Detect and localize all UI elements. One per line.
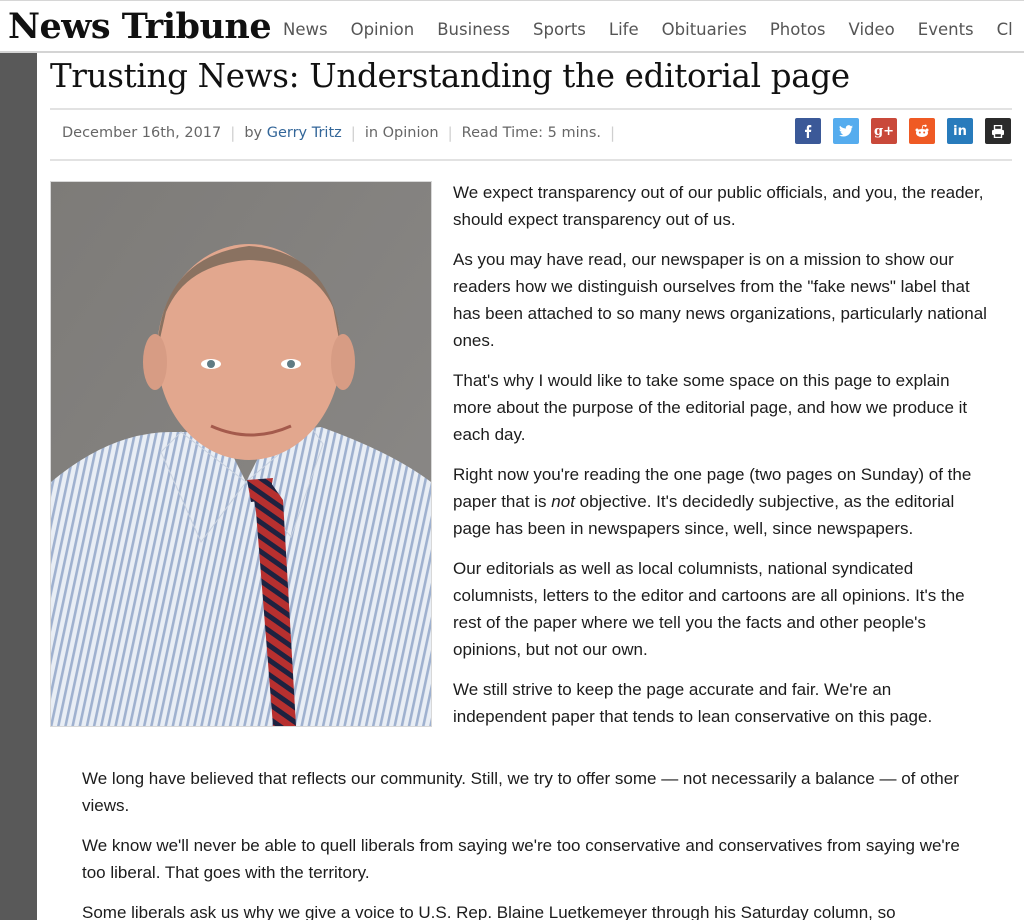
reddit-icon	[914, 124, 930, 138]
paragraph: We expect transparency out of our public officials, and you, the reader, should expect transparency out of us.	[453, 183, 984, 229]
paragraph: We know we'll never be able to quell liberals from saying we're too conservative and conservatives from saying we're too liberal. That goes with the territory.	[82, 836, 960, 882]
paragraph: Our editorials as well as local columnists, national syndicated columnists, letters to the editor and cartoons are all opinions. It's the rest of the paper where we tell you the facts and other people's opinions, but not our own.	[453, 559, 965, 659]
nav-news[interactable]: News	[283, 19, 328, 39]
nav-events[interactable]: Events	[917, 19, 974, 39]
portrait-image	[51, 182, 431, 726]
print-icon	[991, 125, 1005, 138]
meta-separator: |	[447, 124, 453, 142]
nav-life[interactable]: Life	[608, 19, 639, 39]
paragraph	[453, 461, 987, 542]
google-plus-share-button[interactable]	[871, 118, 897, 144]
site-logo[interactable]: News Tribune	[8, 6, 272, 47]
left-sidebar-strip	[0, 53, 37, 920]
paragraph: As you may have read, our newspaper is on a mission to show our readers how we distinguish ourselves from the "fake news" label that has been attached to so many news organizations, particularly national ones.	[453, 250, 987, 350]
read-time: Read Time: 5 mins.	[461, 125, 602, 141]
nav-sports[interactable]: Sports	[533, 19, 586, 39]
paragraph-text: We still strive to keep the page accurate and fair. We're an	[453, 680, 892, 699]
reddit-share-button[interactable]	[909, 118, 935, 144]
meta-separator: |	[350, 124, 356, 142]
author-link[interactable]: Gerry Tritz	[266, 125, 342, 141]
linkedin-icon: in	[953, 123, 967, 139]
main-nav	[283, 1, 1024, 53]
linkedin-share-button[interactable]	[947, 118, 973, 144]
google-plus-icon: g+	[874, 123, 894, 139]
nav-business[interactable]: Business	[437, 19, 510, 39]
article	[37, 53, 1024, 920]
paragraph: Some liberals ask us why we give a voice to U.S. Rep. Blaine Luetkemeyer through his Saturday column, so	[82, 903, 896, 920]
category-link[interactable]: Opinion	[382, 125, 439, 141]
share-buttons	[795, 118, 1023, 144]
twitter-icon	[839, 125, 853, 137]
divider	[50, 159, 1012, 161]
paragraph-text: independent paper that tends to lean conservative on this page.	[453, 707, 933, 726]
paragraph: That's why I would like to take some space on this page to explain more about the purpose of the editorial page, and how we produce it each day.	[453, 371, 968, 444]
facebook-icon	[801, 124, 815, 138]
paragraph	[453, 676, 987, 730]
author-photo	[50, 181, 432, 727]
by-label: by	[244, 125, 263, 141]
paragraph-text: objective. It's decidedly subjective, as the editorial page has been in newspapers since, well, since newspapers.	[453, 492, 955, 538]
emphasis: not	[551, 492, 575, 511]
nav-opinion[interactable]: Opinion	[350, 19, 415, 39]
paragraph: We long have believed that reflects our community. Still, we try to offer some — not necessarily a balance — of other views.	[82, 769, 959, 815]
twitter-share-button[interactable]	[833, 118, 859, 144]
article-body-continued	[82, 765, 987, 920]
nav-video[interactable]: Video	[848, 19, 895, 39]
in-label: in	[364, 125, 379, 141]
paragraph-text: Right now you're reading the one page (two pages on Sunday) of the paper that is	[453, 465, 972, 511]
print-button[interactable]	[985, 118, 1011, 144]
meta-separator: |	[230, 124, 236, 142]
article-date: December 16th, 2017	[62, 125, 222, 141]
article-title: Trusting News: Understanding the editorial page	[50, 57, 850, 95]
meta-separator: |	[610, 124, 616, 142]
divider	[50, 108, 1012, 110]
article-body	[453, 179, 987, 730]
article-meta	[62, 119, 624, 147]
top-navigation	[0, 0, 1024, 53]
nav-photos[interactable]: Photos	[769, 19, 826, 39]
nav-obituaries[interactable]: Obituaries	[661, 19, 747, 39]
nav-classifieds[interactable]: Cl	[996, 19, 1013, 39]
facebook-share-button[interactable]	[795, 118, 821, 144]
